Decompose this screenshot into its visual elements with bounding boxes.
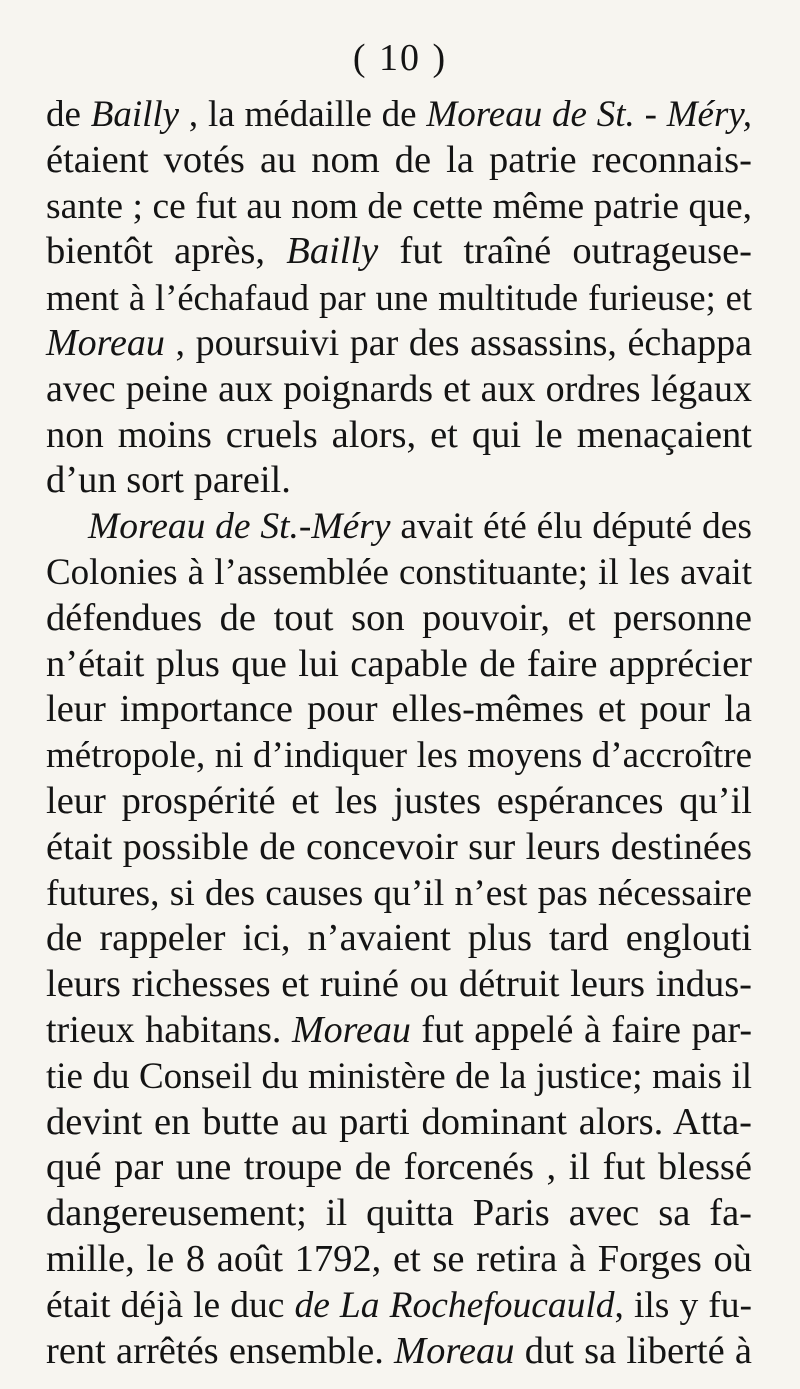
text-line [46, 1191, 752, 1237]
text-segment: de rappeler ici, n’avaient plus tard englouti [46, 917, 752, 960]
italic-text-segment: Moreau [394, 1329, 515, 1372]
text-segment: non moins cruels alors, et qui le menaçaient [46, 413, 752, 456]
text-line [46, 1329, 752, 1375]
text-segment: avec peine aux poignards et aux ordres légaux [46, 367, 752, 410]
text-segment: d’un sort pareil. [46, 459, 291, 502]
text-segment: était possible de concevoir sur leurs destinées [46, 825, 752, 868]
text-segment: futures, si des causes qu’il n’est pas nécessaire [46, 872, 752, 914]
text-line [46, 413, 752, 459]
text-line [46, 550, 752, 596]
text-line [46, 733, 752, 779]
text-line [46, 962, 752, 1008]
text-segment: Colonies à l’assemblée constituante; il les avait [46, 551, 752, 593]
text-segment: fut traîné outrageuse- [378, 230, 752, 273]
text-line [46, 1100, 752, 1146]
text-segment: étaient votés au nom de la patrie reconnais- [46, 138, 752, 181]
text-segment: trieux habitans. [46, 1008, 292, 1051]
italic-text-segment: Moreau de St.-Méry [88, 506, 391, 548]
italic-text-segment: de La Rochefoucauld [294, 1284, 615, 1326]
text-line [46, 642, 752, 688]
text-segment: leur prospérité et les justes espérances qu’il [46, 779, 752, 822]
text-segment: ment à l’échafaud par une multitude furieuse; et [46, 277, 752, 319]
text-segment: n’était plus que lui capable de faire apprécier [46, 642, 752, 685]
text-segment: leur importance pour elles-mêmes et pour la [46, 688, 752, 731]
text-line [46, 916, 752, 962]
text-line [46, 1145, 752, 1191]
text-segment: dangereusement; il quitta Paris avec sa fa- [46, 1192, 752, 1235]
text-line [46, 779, 752, 825]
text-segment: fut appelé à faire par- [410, 1008, 752, 1051]
text-segment: bientôt après, [46, 230, 287, 273]
italic-text-segment: Moreau [46, 321, 165, 364]
text-line [46, 504, 752, 550]
text-segment: défendues de tout son pouvoir, et personne [46, 596, 752, 639]
text-segment: rent arrêtés ensemble. [46, 1329, 395, 1372]
text-segment: , poursuivi par des assassins, échappa [164, 321, 752, 364]
text-line [46, 184, 752, 230]
text-segment: leurs richesses et ruiné ou détruit leurs indus- [46, 963, 752, 1006]
text-segment: , ils y fu- [614, 1284, 752, 1326]
text-line [46, 1283, 752, 1329]
text-segment: métropole, ni d’indiquer les moyens d’accroître [46, 735, 752, 777]
text-line [46, 871, 752, 917]
text-line [46, 275, 752, 321]
page-number: ( 10 ) [352, 37, 448, 79]
text-segment: sante ; ce fut au nom de cette même patrie que, [46, 185, 752, 227]
text-line [46, 92, 752, 138]
text-line [46, 138, 752, 184]
text-segment: qué par une troupe de forcenés , il fut blessé [46, 1146, 752, 1189]
italic-text-segment: Bailly [286, 230, 379, 273]
text-segment: était déjà le duc [46, 1284, 295, 1326]
text-segment: de [46, 94, 91, 135]
text-line [46, 596, 752, 642]
text-line [46, 1054, 752, 1100]
text-segment: tie du Conseil du ministère de la justice; mais il [46, 1055, 752, 1097]
text-segment: avait été élu député des [390, 506, 752, 548]
italic-text-segment: Moreau de St. - Méry, [426, 94, 752, 135]
body-text [46, 92, 752, 1374]
text-segment: , la médaille de [179, 94, 427, 135]
text-line [46, 825, 752, 871]
italic-text-segment: Bailly [90, 94, 180, 135]
text-line [46, 458, 752, 504]
text-line [46, 367, 752, 413]
text-line [46, 687, 752, 733]
text-line [46, 321, 752, 367]
text-line [46, 1237, 752, 1283]
text-segment: devint en butte au parti dominant alors. Atta- [46, 1100, 752, 1143]
italic-text-segment: Moreau [291, 1008, 411, 1051]
text-segment: mille, le 8 août 1792, et se retira à Forges où [46, 1237, 752, 1280]
text-segment: dut sa liberté à [514, 1329, 752, 1372]
text-line [46, 1008, 752, 1054]
text-line [46, 229, 752, 275]
